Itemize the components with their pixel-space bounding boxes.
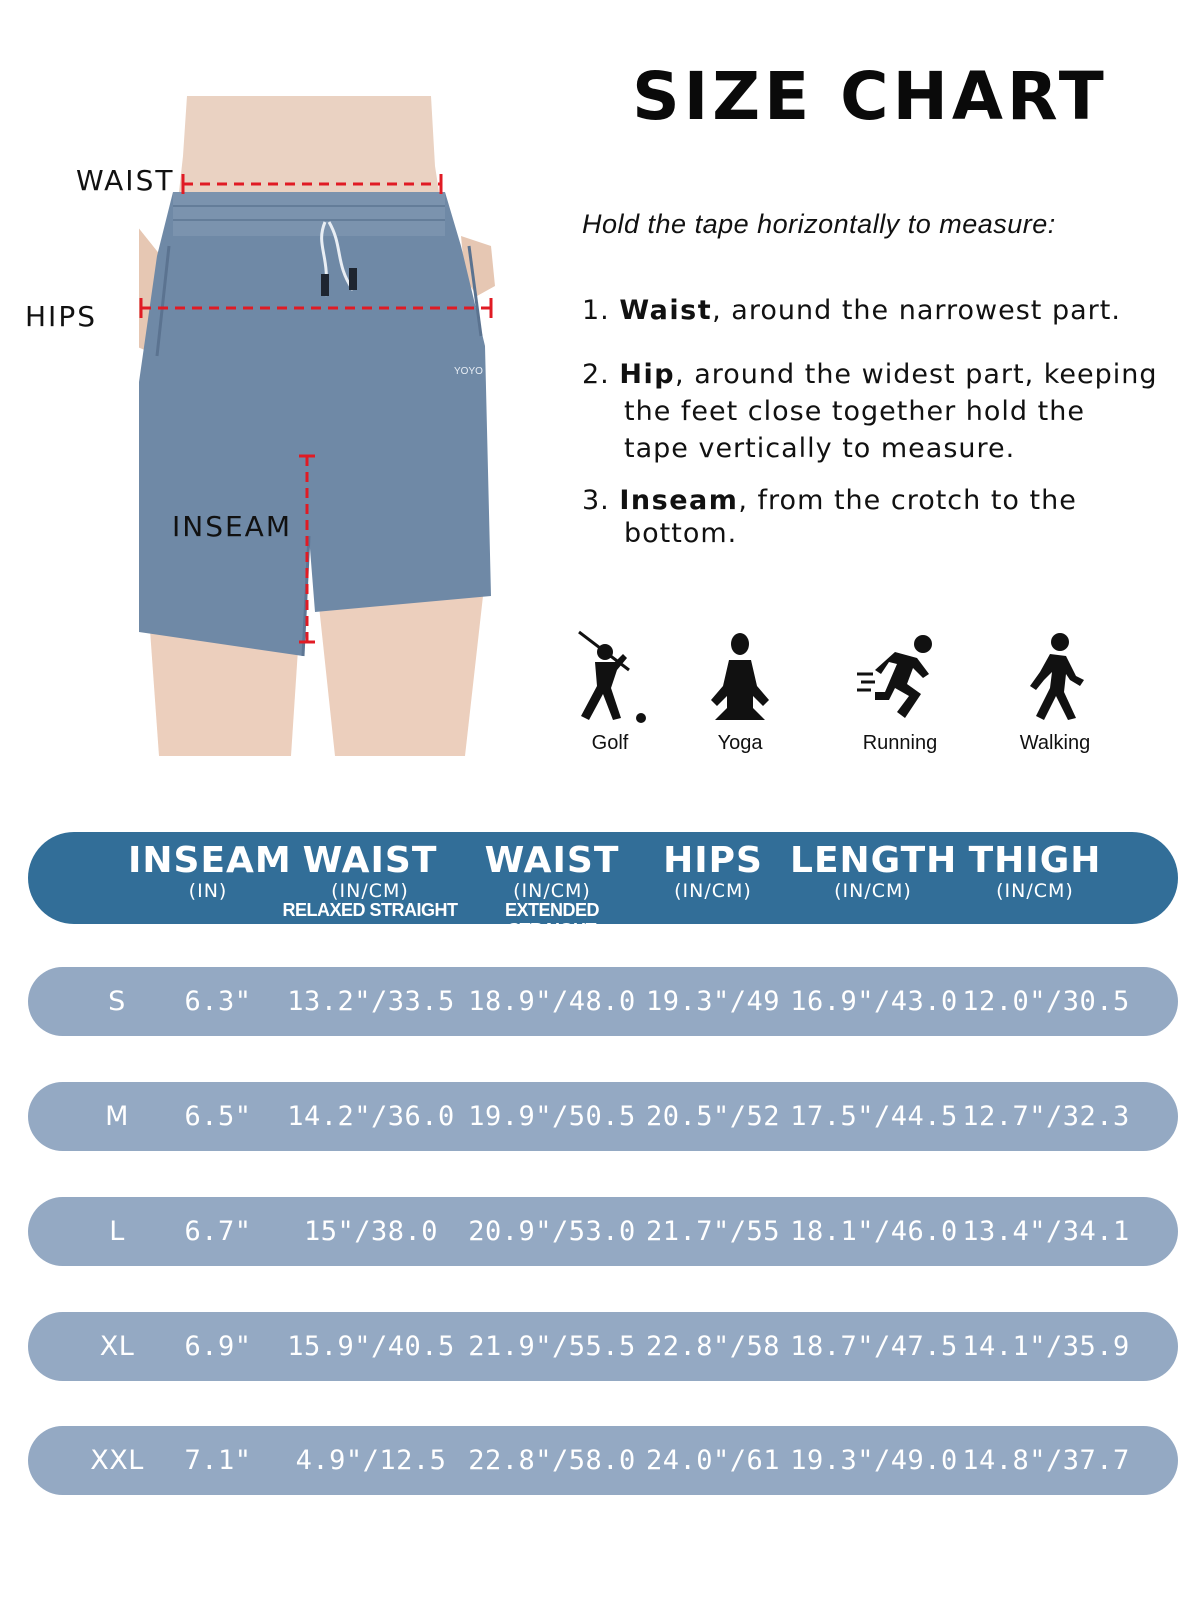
cell-length: 16.9"/43.0: [790, 986, 958, 1017]
activity-icons: [560, 630, 1180, 770]
size-row-m: [28, 1082, 1178, 1151]
cell-waist-extended: 22.8"/58.0: [468, 1445, 636, 1476]
instruction-term: Hip: [619, 359, 676, 390]
cell-hips: 22.8"/58: [645, 1331, 781, 1362]
cell-inseam: 6.3": [184, 986, 252, 1017]
cell-waist-extended: 20.9"/53.0: [468, 1216, 636, 1247]
activity-label: Walking: [1019, 732, 1091, 754]
cell-thigh: 14.8"/37.7: [962, 1445, 1130, 1476]
cell-waist-relaxed: 15.9"/40.5: [287, 1331, 455, 1362]
cell-thigh: 12.0"/30.5: [962, 986, 1130, 1017]
instruction-text: , from the crotch to the: [738, 485, 1077, 516]
column-header-inseam: INSEAM (IN): [128, 840, 292, 902]
instruction-number: 3.: [582, 485, 610, 516]
cell-thigh: 12.7"/32.3: [962, 1101, 1130, 1132]
running-icon: [855, 630, 945, 724]
hips-callout: HIPS: [25, 300, 97, 333]
cell-inseam: 6.7": [184, 1216, 252, 1247]
instruction-term: Inseam: [619, 485, 739, 516]
page-title: SIZE CHART: [632, 58, 1108, 135]
column-header-thigh: THIGH (IN/CM): [968, 840, 1102, 902]
cell-length: 18.7"/47.5: [790, 1331, 958, 1362]
cell-size: L: [109, 1216, 125, 1247]
instruction-hip: [582, 356, 1158, 467]
cell-hips: 24.0"/61: [645, 1445, 781, 1476]
cell-waist-extended: 21.9"/55.5: [468, 1331, 636, 1362]
cell-hips: 20.5"/52: [645, 1101, 781, 1132]
activity-yoga: [670, 630, 810, 755]
cell-hips: 19.3"/49: [645, 986, 781, 1017]
size-row-xxl: [28, 1426, 1178, 1495]
column-header-hips: HIPS (IN/CM): [663, 840, 763, 902]
cell-waist-relaxed: 13.2"/33.5: [287, 986, 455, 1017]
waistband: [173, 192, 445, 236]
column-header-waist-extended: WAIST (IN/CM) EXTENDED STRAIGHT: [484, 840, 620, 940]
waist-callout: WAIST: [76, 164, 175, 197]
cell-size: S: [108, 986, 126, 1017]
cell-waist-extended: 19.9"/50.5: [468, 1101, 636, 1132]
column-header-length: LENGTH (IN/CM): [790, 840, 958, 902]
torso-skin: [179, 96, 439, 192]
column-header-waist-relaxed: WAIST (IN/CM) RELAXED STRAIGHT: [282, 840, 458, 920]
activity-golf: [540, 630, 680, 755]
instruction-waist: [582, 292, 1121, 329]
product-photo: [139, 96, 509, 756]
instruction-number: 2.: [582, 359, 610, 390]
inseam-callout: INSEAM: [172, 510, 292, 543]
brand-print: YOYO: [454, 366, 483, 377]
cell-thigh: 14.1"/35.9: [962, 1331, 1130, 1362]
activity-label: Yoga: [717, 732, 763, 754]
cell-waist-relaxed: 14.2"/36.0: [287, 1101, 455, 1132]
walking-icon: [1010, 630, 1100, 724]
right-leg: [319, 596, 483, 756]
cell-inseam: 7.1": [184, 1445, 252, 1476]
instruction-number: 1.: [582, 295, 610, 326]
yoga-icon: [695, 630, 785, 724]
activity-label: Golf: [591, 732, 629, 754]
instruction-text: tape vertically to measure.: [624, 433, 1016, 464]
cell-waist-relaxed: 4.9"/12.5: [295, 1445, 447, 1476]
drawstring-tip-left: [321, 274, 329, 296]
cell-length: 19.3"/49.0: [790, 1445, 958, 1476]
cell-size: XXL: [90, 1445, 144, 1476]
size-row-s: [28, 967, 1178, 1036]
cell-inseam: 6.9": [184, 1331, 252, 1362]
instruction-inseam: [582, 482, 1077, 549]
activity-walking: [985, 630, 1125, 755]
cell-inseam: 6.5": [184, 1101, 252, 1132]
drawstring-tip-right: [349, 268, 357, 290]
cell-waist-relaxed: 15"/38.0: [303, 1216, 439, 1247]
instruction-text: bottom.: [624, 518, 738, 549]
cell-thigh: 13.4"/34.1: [962, 1216, 1130, 1247]
instruction-text: the feet close together hold the: [624, 396, 1085, 427]
cell-length: 18.1"/46.0: [790, 1216, 958, 1247]
instruction-text: , around the narrowest part.: [712, 295, 1121, 326]
golf-icon: [565, 630, 655, 724]
size-table-header: [28, 832, 1178, 940]
instruction-term: Waist: [619, 295, 713, 326]
shorts-illustration: [139, 96, 509, 756]
cell-hips: 21.7"/55: [645, 1216, 781, 1247]
cell-size: XL: [99, 1331, 135, 1362]
activity-label: Running: [862, 732, 938, 754]
cell-waist-extended: 18.9"/48.0: [468, 986, 636, 1017]
cell-size: M: [105, 1101, 129, 1132]
activity-running: [830, 630, 970, 755]
size-row-xl: [28, 1312, 1178, 1381]
cell-length: 17.5"/44.5: [790, 1101, 958, 1132]
measure-intro: Hold the tape horizontally to measure:: [582, 209, 1056, 239]
size-row-l: [28, 1197, 1178, 1266]
instruction-text: , around the widest part, keeping: [675, 359, 1158, 390]
shorts-body: [139, 192, 491, 656]
